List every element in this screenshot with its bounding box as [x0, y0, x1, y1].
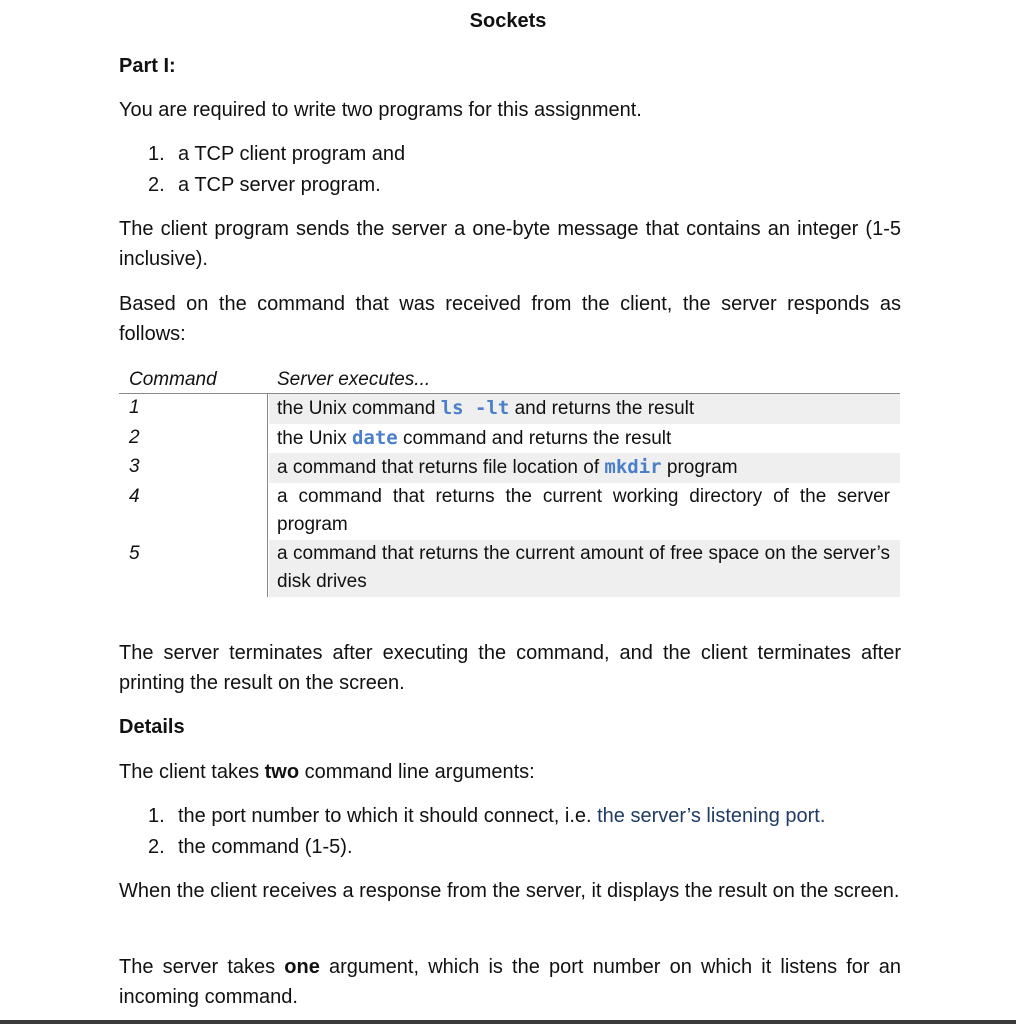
intro-paragraph: You are required to write two programs for this assignment. — [119, 99, 642, 121]
args-list — [148, 801, 825, 863]
table-row — [119, 424, 900, 454]
list-item: 1. the port number to which it should connect, i.e. the server’s listening port. — [148, 805, 826, 827]
table-row — [119, 453, 900, 483]
table-row — [119, 540, 900, 597]
list-item: 1. a TCP client program and — [148, 143, 406, 165]
table-row — [119, 483, 900, 540]
client-description: The client program sends the server a one-byte message that contains an integer (1-5 inclusive). — [119, 218, 901, 270]
table-row — [119, 394, 900, 424]
command-table — [119, 366, 900, 597]
server-description: Based on the command that was received from the client, the server responds as follows: — [119, 293, 901, 345]
server-action: a command that returns the current working directory of the server program — [277, 485, 890, 535]
server-action: a command that returns the current amount of free space on the server’s disk drives — [269, 540, 900, 597]
document-title: Sockets — [469, 10, 547, 32]
header-server-executes: Server executes... — [277, 369, 431, 390]
client-response-paragraph: When the client receives a response from the server, it displays the result on the screen. — [119, 880, 900, 902]
code-ls-lt: ls -lt — [440, 397, 510, 419]
server-action: the Unix command ls -lt and returns the result — [269, 394, 900, 424]
server-action: the Unix date command and returns the result — [277, 426, 672, 449]
programs-list — [148, 139, 405, 201]
command-number: 2 — [129, 426, 140, 448]
details-heading: Details — [119, 716, 185, 738]
command-number: 3 — [129, 456, 140, 477]
header-command: Command — [129, 369, 217, 390]
list-item: 2. a TCP server program. — [148, 174, 381, 196]
list-item: 2. the command (1-5). — [148, 836, 353, 858]
server-args-paragraph: The server takes one argument, which is the port number on which it listens for an incoming command. — [119, 956, 901, 1008]
code-mkdir: mkdir — [604, 456, 662, 478]
command-number: 5 — [129, 542, 140, 564]
window-bottom-edge — [0, 1020, 1016, 1024]
command-number: 4 — [129, 485, 140, 507]
client-args-paragraph: The client takes two command line arguments: — [119, 761, 535, 783]
command-number: 1 — [129, 397, 140, 418]
termination-paragraph: The server terminates after executing the command, and the client terminates after printing the result on the screen. — [119, 642, 901, 694]
code-date: date — [351, 426, 398, 449]
table-header — [119, 366, 900, 394]
server-action: a command that returns file location of mkdir program — [269, 453, 900, 483]
part-heading: Part I: — [119, 55, 176, 77]
